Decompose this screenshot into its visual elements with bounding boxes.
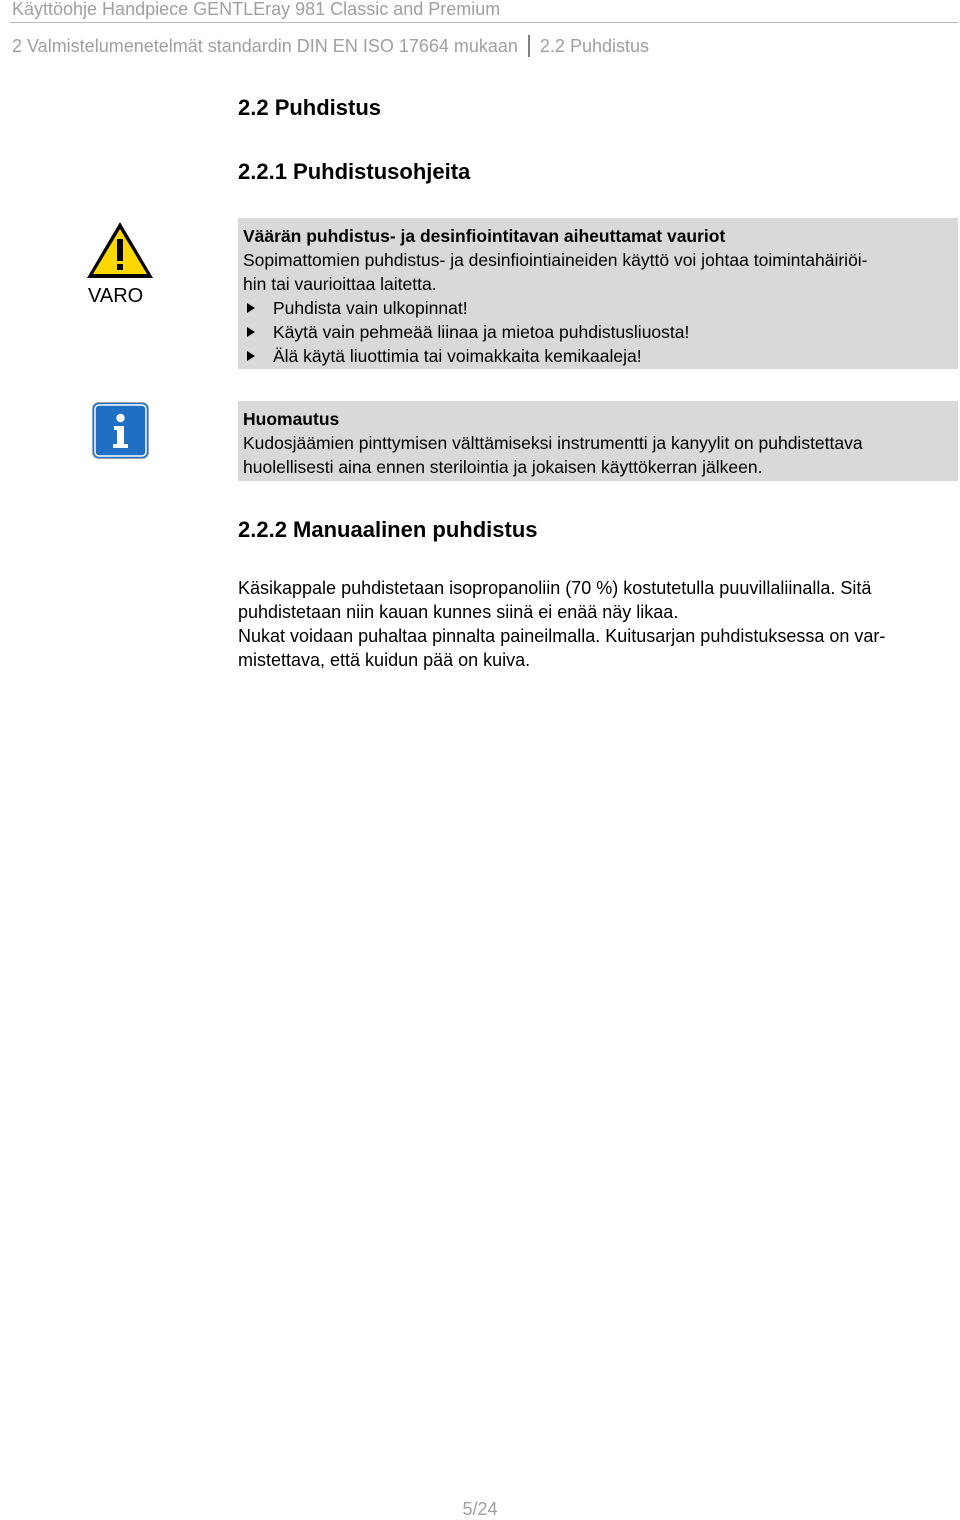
subsection-heading-manual-cleaning: 2.2.2 Manuaalinen puhdistus — [238, 517, 538, 542]
bullet-arrow-icon — [247, 303, 255, 313]
note-text-line: huolellisesti aina ennen sterilointia ja jokaisen käyttökerran jälkeen. — [243, 457, 763, 477]
breadcrumb — [12, 35, 649, 57]
warning-title: Väärän puhdistus- ja desinfiointitavan aiheuttamat vauriot — [243, 226, 726, 246]
bullet-arrow-icon — [247, 351, 255, 361]
warning-bullet-item — [243, 320, 950, 344]
warning-triangle-icon — [84, 219, 156, 281]
warning-bullet-item — [243, 344, 950, 368]
bullet-arrow-icon — [247, 327, 255, 337]
warning-label: VARO — [88, 285, 144, 307]
note-box — [238, 401, 958, 481]
breadcrumb-separator — [528, 35, 530, 57]
body-text-line: mistettava, että kuidun pää on kuiva. — [238, 650, 531, 670]
header-divider — [10, 22, 958, 23]
document-title: Käyttöohje Handpiece GENTLEray 981 Classic and Premium — [12, 0, 501, 19]
warning-bullet-text: Älä käytä liuottimia tai voimakkaita kemikaaleja! — [273, 346, 642, 366]
body-text-line: puhdistetaan niin kauan kunnes siinä ei enää näy likaa. — [238, 602, 679, 622]
subsection-heading-cleaning-instructions: 2.2.1 Puhdistusohjeita — [238, 159, 471, 184]
warning-bullet-text: Käytä vain pehmeää liinaa ja mietoa puhdistusliuosta! — [273, 322, 690, 342]
warning-bullet-text: Puhdista vain ulkopinnat! — [273, 298, 468, 318]
warning-bullet-list — [243, 296, 950, 368]
warning-text-line: hin tai vaurioittaa laitetta. — [243, 274, 437, 294]
warning-text-line: Sopimattomien puhdistus- ja desinfiointiaineiden käyttö voi johtaa toimintahäiriöi- — [243, 250, 868, 270]
body-text-line: Käsikappale puhdistetaan isopropanoliin (70 %) kostutetulla puuvillaliinalla. Sitä — [238, 578, 872, 598]
info-icon — [92, 402, 149, 459]
section-heading: 2.2 Puhdistus — [238, 95, 382, 120]
warning-bullet-item — [243, 296, 950, 320]
note-text-line: Kudosjäämien pinttymisen välttämiseksi instrumentti ja kanyylit on puhdistettava — [243, 433, 863, 453]
body-text-line: Nukat voidaan puhaltaa pinnalta paineilmalla. Kuitusarjan puhdistuksessa on var- — [238, 626, 886, 646]
breadcrumb-section: 2.2 Puhdistus — [539, 36, 649, 56]
note-title: Huomautus — [243, 409, 340, 429]
breadcrumb-chapter: 2 Valmistelumenetelmät standardin DIN EN ISO 17664 mukaan — [12, 36, 518, 56]
warning-box — [238, 218, 958, 369]
manual-cleaning-body — [238, 576, 958, 672]
page-number: 5/24 — [462, 1499, 498, 1519]
